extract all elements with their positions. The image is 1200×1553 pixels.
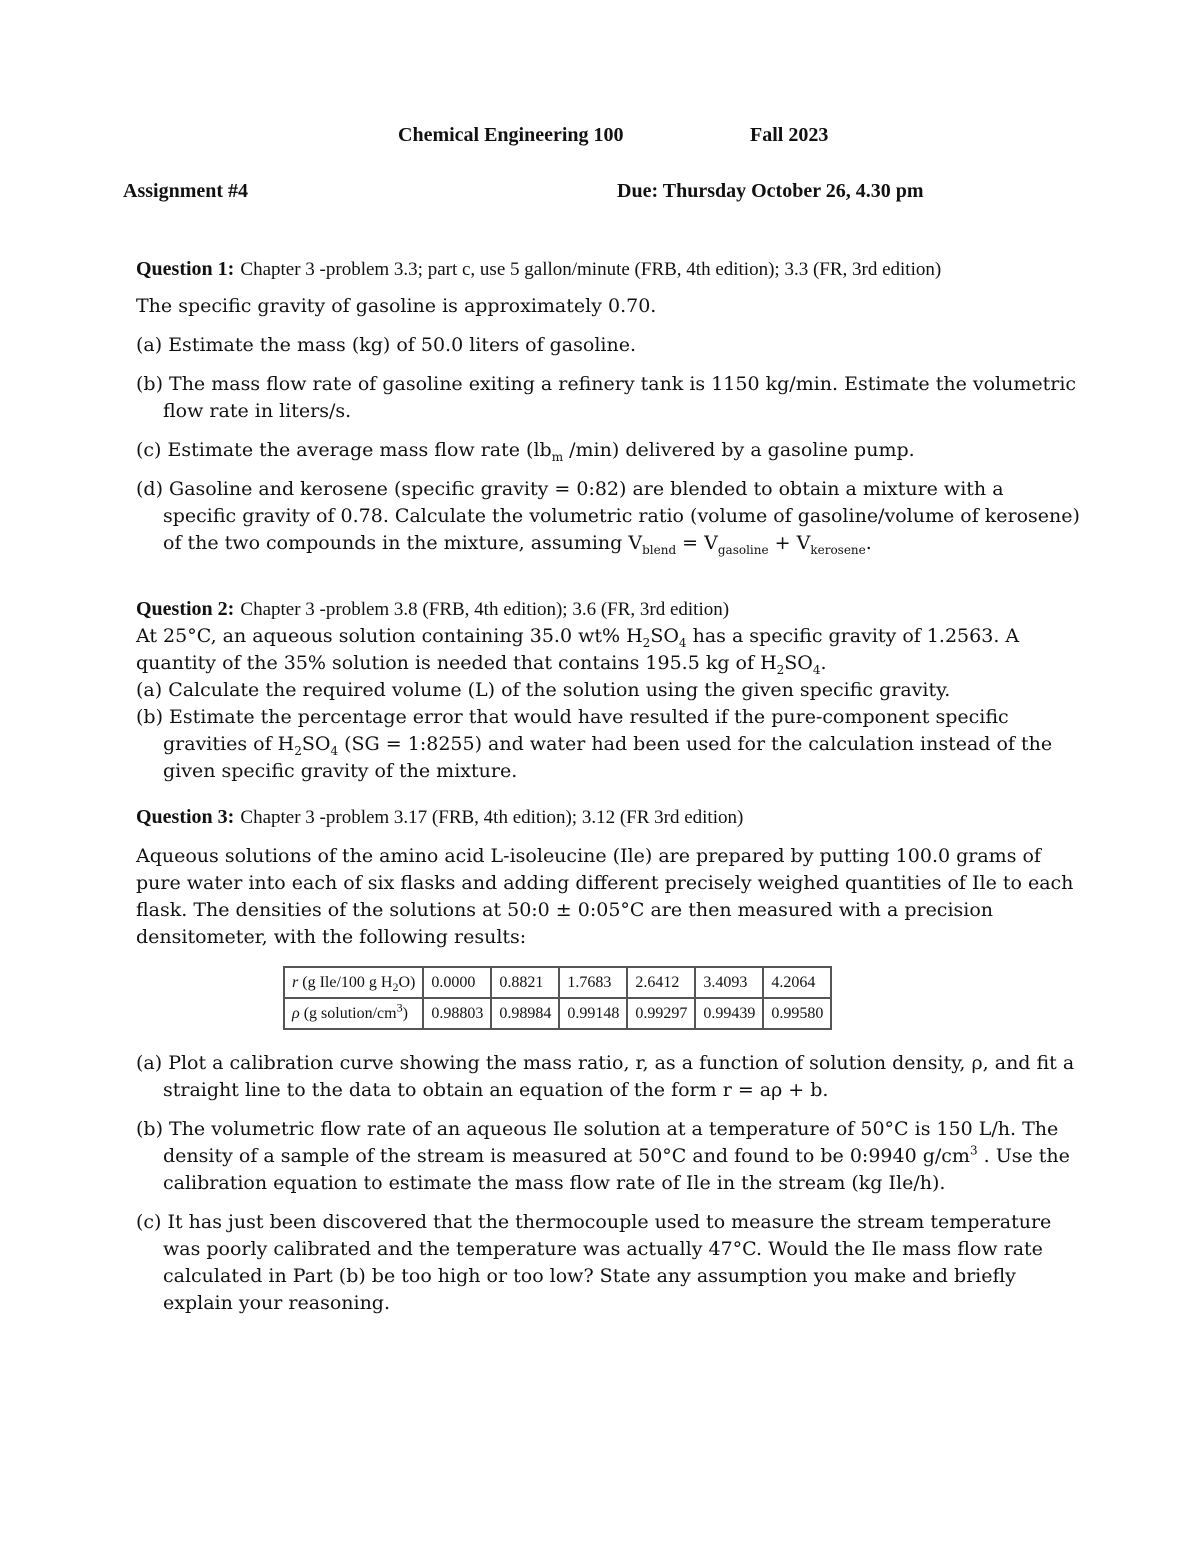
table-cell: 1.7683 (559, 967, 627, 998)
part-d-end: . (865, 532, 872, 554)
q2-intro-text: At 25°C, an aqueous solution containing 35.0 wt% H (136, 625, 643, 647)
question-1-label: Question 1: (136, 258, 235, 280)
question-3-part-b (136, 1116, 1081, 1197)
part-c-text-end: /min) delivered by a gasoline pump. (563, 439, 915, 461)
q2b-text: (b) Estimate the percentage error that would have resulted if the pure-component specific gravities of H (136, 706, 1009, 755)
r-unit-sub: 2 (392, 979, 399, 994)
r-unit-text: (g Ile/100 g H (298, 973, 393, 991)
question-1-part-d (136, 476, 1081, 557)
table-cell: 0.99439 (695, 998, 763, 1029)
question-1-source: Chapter 3 -problem 3.3; part c, use 5 gallon/minute (FRB, 4th edition); 3.3 (FR, 3rd edition) (240, 259, 942, 280)
table-cell: 2.6412 (627, 967, 695, 998)
rho-unit-sup: 3 (396, 1000, 403, 1015)
rho-symbol: ρ (292, 1004, 300, 1022)
r-unit-end: O) (398, 973, 416, 991)
part-c-sub: m (551, 449, 564, 464)
r-unit (298, 973, 416, 994)
v-gasoline-sub: gasoline (717, 542, 769, 557)
question-3-label: Question 3: (136, 806, 235, 828)
v-kerosene-sub: kerosene (810, 542, 866, 557)
row-header-r (284, 967, 423, 998)
question-2 (136, 596, 1081, 785)
table-row (284, 998, 831, 1029)
table-cell: 0.98984 (491, 998, 559, 1029)
question-3-intro: Aqueous solutions of the amino acid L-isoleucine (Ile) are prepared by putting 100.0 grams of pure water into each of six flasks and adding different precisely weighed quantities of Ile to each flask. The densities of the solutions at 50:0 ± 0:05°C are then measured with a precision densitometer, with the following results: (136, 845, 1074, 948)
q2-intro-cont: has a specific gravity of 1.2563. A quantity of the 35% solution is needed that contains 195.5 kg of H (136, 625, 1020, 674)
question-3-part-c: (c) It has just been discovered that the thermocouple used to measure the stream temperature was poorly calibrated and the temperature was actually 47°C. Would the Ile mass flow rate calculated in Part (b) be too high or too low? State any assumption you make and briefly explain your reasoning. (136, 1211, 1052, 1314)
due-date: Due: Thursday October 26, 4.30 pm (617, 180, 924, 202)
table-cell: 3.4093 (695, 967, 763, 998)
q2b-so: SO (301, 733, 331, 755)
table-cell: 0.0000 (423, 967, 491, 998)
r-symbol: r (292, 973, 299, 991)
q3b-sup: 3 (969, 1143, 978, 1158)
density-table (283, 966, 832, 1030)
q3b-text-end: . Use the calibration equation to estimate the mass flow rate of Ile in the stream (kg Ile/h). (163, 1145, 1070, 1194)
question-2-part-b (136, 704, 1081, 785)
course-title: Chemical Engineering 100 (398, 124, 624, 146)
q2b-sub-4: 4 (330, 743, 339, 758)
term-label: Fall 2023 (750, 124, 829, 146)
row-header-rho (284, 998, 423, 1029)
q3b-text: (b) The volumetric flow rate of an aqueous Ile solution at a temperature of 50°C is 150 L/h. The density of a sample of the stream is measured at 50°C and found to be 0:9940 g/cm (136, 1118, 1059, 1167)
question-2-part-a: (a) Calculate the required volume (L) of the solution using the given specific gravity. (136, 679, 951, 701)
question-1-header (136, 256, 1081, 283)
question-3-source: Chapter 3 -problem 3.17 (FRB, 4th edition); 3.12 (FR 3rd edition) (240, 807, 744, 828)
question-3-header (136, 804, 1081, 831)
table-cell: 0.8821 (491, 967, 559, 998)
rho-unit-text: (g solution/cm (299, 1004, 397, 1022)
q2-sub-4: 4 (678, 635, 687, 650)
question-1-part-a: (a) Estimate the mass (kg) of 50.0 liters of gasoline. (136, 334, 636, 356)
q2-sub-2: 2 (642, 635, 651, 650)
question-3 (136, 804, 1081, 951)
q2b-sub-2: 2 (294, 743, 302, 758)
v-blend-sub: blend (642, 542, 677, 557)
question-3-parts (136, 1050, 1081, 1317)
question-2-source: Chapter 3 -problem 3.8 (FRB, 4th edition); 3.6 (FR, 3rd edition) (240, 599, 730, 620)
question-1 (136, 256, 1081, 563)
question-1-intro: The specific gravity of gasoline is approximately 0.70. (136, 295, 657, 317)
question-2-intro (136, 623, 1081, 677)
q2-intro-end: . (820, 652, 827, 674)
question-2-label: Question 2: (136, 598, 235, 620)
table-cell: 4.2064 (763, 967, 831, 998)
q2-sub-4b: 4 (812, 662, 821, 677)
question-1-part-c (136, 437, 1081, 464)
table-cell: 0.99580 (763, 998, 831, 1029)
table-row (284, 967, 831, 998)
q2-so-b: SO (784, 652, 813, 674)
part-d-text: (d) Gasoline and kerosene (specific gravity = 0:82) are blended to obtain a mixture with a specific gravity of 0.78. Calculate the volumetric ratio (volume of gasoline/volume of kerosene) of the two compounds in the mixture, assuming V (136, 478, 1080, 554)
part-c-text: (c) Estimate the average mass flow rate (lb (136, 439, 552, 461)
part-d-eq1: = V (676, 532, 718, 554)
rho-unit (299, 1000, 408, 1022)
question-2-header (136, 596, 1081, 623)
table-cell: 0.99148 (559, 998, 627, 1029)
question-3-part-a: (a) Plot a calibration curve showing the mass ratio, r, as a function of solution density, ρ, and fit a straight line to the data to obtain an equation of the form r = aρ + b. (136, 1052, 1075, 1101)
q2b-text-end: (SG = 1:8255) and water had been used for the calculation instead of the given specific gravity of the mixture. (163, 733, 1053, 782)
q2-so: SO (650, 625, 679, 647)
assignment-title: Assignment #4 (123, 180, 249, 202)
rho-unit-end: ) (402, 1004, 408, 1022)
table-cell: 0.98803 (423, 998, 491, 1029)
table-cell: 0.99297 (627, 998, 695, 1029)
q2-sub-2b: 2 (776, 662, 785, 677)
part-d-eq2: + V (768, 532, 811, 554)
question-1-part-b: (b) The mass flow rate of gasoline exiting a refinery tank is 1150 kg/min. Estimate the volumetric flow rate in liters/s. (136, 373, 1077, 422)
